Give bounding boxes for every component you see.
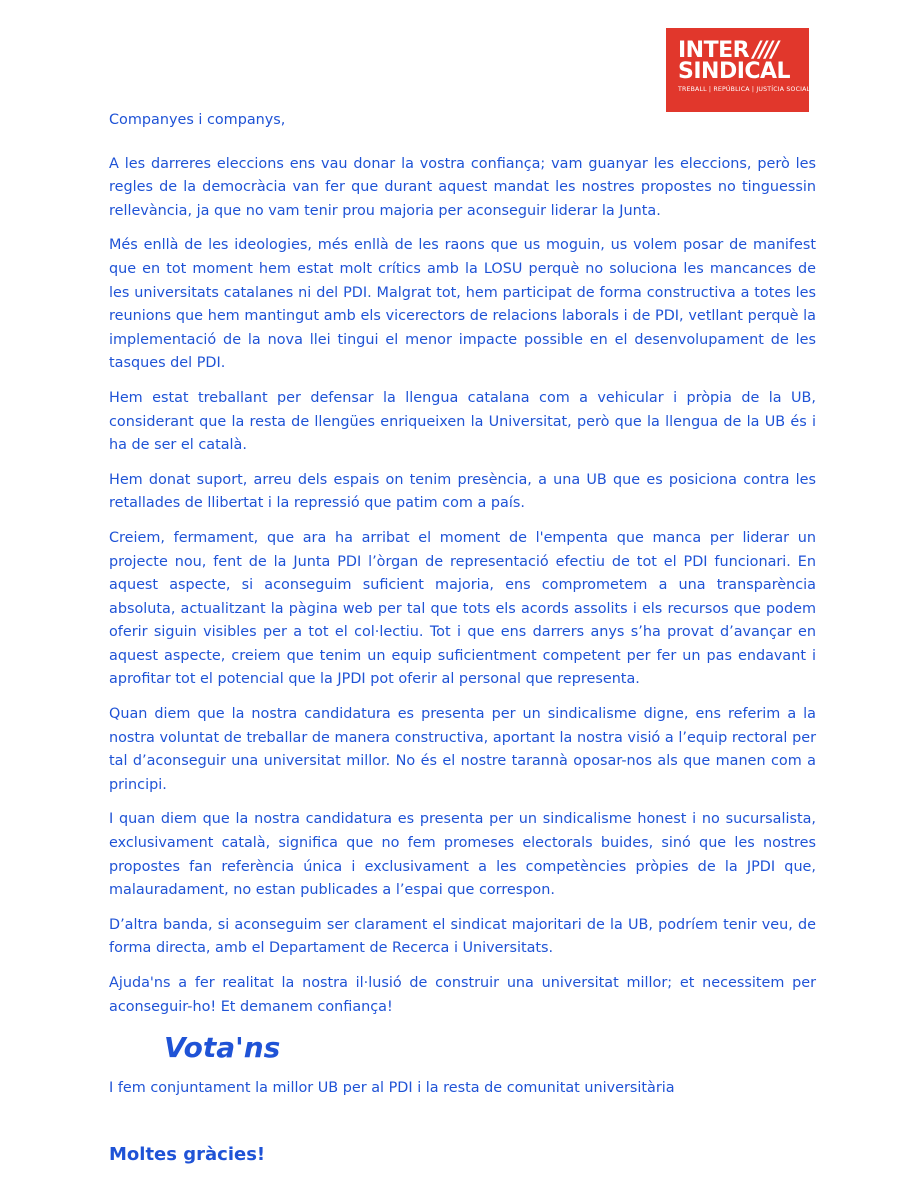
letter-body: [109, 109, 816, 1167]
letter-paragraph-7: I quan diem que la nostra candidatura es presenta per un sindicalisme honest i no sucursalista, exclusivament català, significa que no fem promeses electorals buides, sinó que les nostres propostes fan referència única i exclusivament a les competències pròpies de la JPDI que, malauradament, no estan publicades a l’espai que correspon.: [109, 811, 816, 899]
logo-tagline: TREBALL | REPÚBLICA | JUSTÍCIA SOCIAL: [678, 86, 811, 93]
logo-word-sindical: SINDICAL: [678, 59, 791, 84]
letter-paragraph-4: Hem donat suport, arreu dels espais on tenim presència, a una UB que es posiciona contra les retallades de llibertat i la repressió que patim com a país.: [109, 471, 816, 512]
logo-line-1: [678, 40, 809, 61]
intersindical-logo: [666, 28, 809, 112]
letter-paragraph-5: Creiem, fermament, que ara ha arribat el moment de l'empenta que manca per liderar un projecte nou, fent de la Junta PDI l’òrgan de representació efectiu de tot el PDI funcionari. En aquest aspecte, si aconseguim suficient majoria, ens comprometem a una transparència absoluta, actualitzant la pàgina web per tal que tots els acords assolits i els recursos que podem oferir siguin visibles per a tot el col·lectiu. Tot i que ens darrers anys s’ha provat d’avançar en aquest aspecte, creiem que tenim un equip suficientment competent per fer un pas endavant i aprofitar tot el potencial que la JPDI pot oferir al personal que representa.: [109, 529, 816, 688]
letter-closing: I fem conjuntament la millor UB per al PDI i la resta de comunitat universitària: [109, 1080, 675, 1097]
letter-paragraph-1: A les darreres eleccions ens vau donar la vostra confiança; vam guanyar les eleccions, però les regles de la democràcia van fer que durant aquest mandat les nostres propostes no tinguessin rellevància, ja que no vam tenir prou majoria per aconseguir liderar la Junta.: [109, 155, 816, 219]
letter-paragraph-9: Ajuda'ns a fer realitat la nostra il·lusió de construir una universitat millor; et necessitem per aconseguir-ho! Et demanem confiança!: [109, 975, 816, 1015]
vota-heading: Vota'ns: [164, 1031, 281, 1065]
letter-paragraph-3: Hem estat treballant per defensar la llengua catalana com a vehicular i pròpia de la UB, considerant que la resta de llengües enriqueixen la Universitat, però que la llengua de la UB és i ha de ser el català.: [109, 389, 816, 454]
letter-paragraph-6: Quan diem que la nostra candidatura es presenta per un sindicalisme digne, ens referim a la nostra voluntat de treballar de manera constructiva, aportant la nostra visió a l’equip rectoral per tal d’aconseguir una universitat millor. No és el nostre tarannà oposar-nos als que manen com a principi.: [109, 706, 816, 793]
letter-greeting: Companyes i companys,: [109, 112, 286, 128]
letter-thanks: Moltes gràcies!: [109, 1143, 266, 1165]
letter-paragraph-2: Més enllà de les ideologies, més enllà de les raons que us moguin, us volem posar de manifest que en tot moment hem estat molt crítics amb la LOSU perquè no soluciona les mancances de les universitats catalanes ni del PDI. Malgrat tot, hem participat de forma constructiva a totes les reunions que hem mantingut amb els vicerectors de relacions laborals i de PDI, vetllant perquè la implementació de la nova llei tingui el menor impacte possible en el desenvolupament de les tasques del PDI.: [109, 237, 816, 372]
letter-paragraph-8: D’altra banda, si aconseguim ser clarament el sindicat majoritari de la UB, podríem tenir veu, de forma directa, amb el Departament de Recerca i Universitats.: [109, 916, 816, 957]
logo-word-inter: INTER: [678, 38, 750, 63]
logo-slashes: ////: [753, 38, 778, 63]
